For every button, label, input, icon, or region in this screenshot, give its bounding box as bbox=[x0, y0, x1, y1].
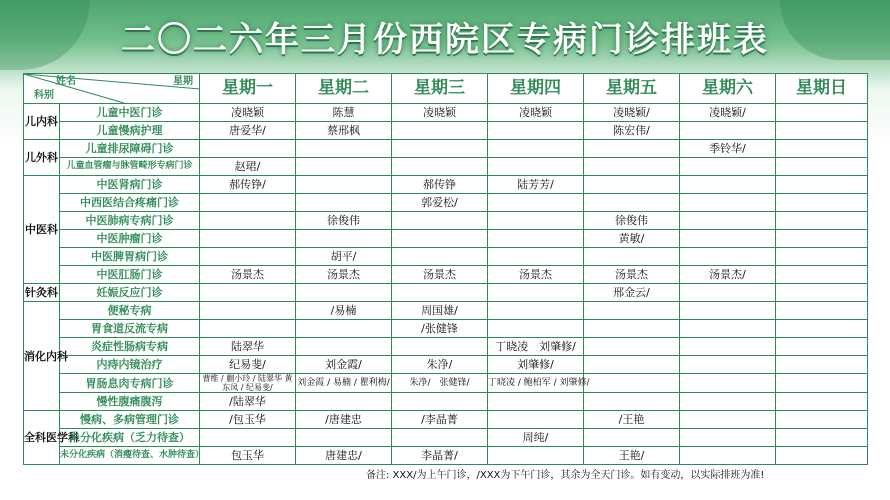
doctor-cell bbox=[488, 248, 584, 266]
doctor-cell bbox=[392, 212, 488, 230]
department-cell: 全科医学科 bbox=[24, 411, 60, 465]
doctor-cell: 汤景杰 bbox=[488, 266, 584, 284]
doctor-cell: /张健锋 bbox=[392, 320, 488, 338]
doctor-cell bbox=[776, 104, 868, 122]
clinic-name: 炎症性肠病专病 bbox=[60, 338, 200, 356]
doctor-cell bbox=[488, 122, 584, 140]
clinic-name: 中医肾病门诊 bbox=[60, 176, 200, 194]
doctor-cell bbox=[584, 429, 680, 447]
doctor-cell bbox=[488, 158, 584, 176]
doctor-cell bbox=[296, 158, 392, 176]
doctor-cell bbox=[392, 284, 488, 302]
clinic-name: 中医肺病专病门诊 bbox=[60, 212, 200, 230]
doctor-cell bbox=[488, 284, 584, 302]
doctor-cell bbox=[392, 338, 488, 356]
clinic-name: 胃食道反流专病 bbox=[60, 320, 200, 338]
schedule-row bbox=[24, 320, 868, 338]
doctor-cell bbox=[392, 140, 488, 158]
doctor-cell: 郝传铮 bbox=[392, 176, 488, 194]
schedule-row bbox=[24, 284, 868, 302]
doctor-cell bbox=[776, 374, 868, 393]
corner-cell bbox=[24, 74, 200, 104]
doctor-cell bbox=[776, 302, 868, 320]
schedule-table bbox=[23, 73, 868, 465]
doctor-cell: 汤景杰 bbox=[392, 266, 488, 284]
schedule-row bbox=[24, 140, 868, 158]
corner-name-label: 姓名 bbox=[56, 76, 76, 87]
day-header: 星期日 bbox=[776, 74, 868, 104]
doctor-cell: 丁晓凌 刘肇修/ bbox=[488, 338, 584, 356]
doctor-cell bbox=[392, 393, 488, 411]
doctor-cell: 郭爱松/ bbox=[392, 194, 488, 212]
schedule-row bbox=[24, 158, 868, 176]
department-cell: 消化内科 bbox=[24, 302, 60, 411]
clinic-name: 便秘专病 bbox=[60, 302, 200, 320]
doctor-cell: 唐爱华/ bbox=[200, 122, 296, 140]
doctor-cell: 凌晓颖/ bbox=[584, 104, 680, 122]
doctor-cell bbox=[680, 338, 776, 356]
doctor-cell: 凌晓颖 bbox=[488, 104, 584, 122]
doctor-cell bbox=[776, 447, 868, 465]
doctor-cell: 邢金云/ bbox=[584, 284, 680, 302]
doctor-cell: 汤景杰/ bbox=[680, 266, 776, 284]
footer-note: 备注: XXX/为上午门诊，/XXX为下午门诊，其余为全天门诊。如有变动，以实际排班为准! bbox=[366, 470, 765, 481]
doctor-cell bbox=[488, 302, 584, 320]
doctor-cell: 郝传铮/ bbox=[200, 176, 296, 194]
doctor-cell bbox=[680, 212, 776, 230]
page-title: 二〇二六年三月份西院区专病门诊排班表 bbox=[121, 20, 769, 60]
doctor-cell: 纪易斐/ bbox=[200, 356, 296, 374]
doctor-cell: 胡平/ bbox=[296, 248, 392, 266]
doctor-cell bbox=[488, 447, 584, 465]
clinic-name: 儿童中医门诊 bbox=[60, 104, 200, 122]
doctor-cell bbox=[488, 140, 584, 158]
clinic-name: 未分化疾病（消瘦待查、水肿待查） bbox=[60, 447, 200, 465]
doctor-cell bbox=[776, 411, 868, 429]
doctor-cell bbox=[488, 230, 584, 248]
doctor-cell bbox=[776, 356, 868, 374]
doctor-cell: 陈慧 bbox=[296, 104, 392, 122]
day-header: 星期一 bbox=[200, 74, 296, 104]
doctor-cell bbox=[776, 284, 868, 302]
doctor-cell bbox=[296, 230, 392, 248]
day-header: 星期五 bbox=[584, 74, 680, 104]
doctor-cell bbox=[296, 429, 392, 447]
doctor-cell bbox=[584, 356, 680, 374]
schedule-row bbox=[24, 338, 868, 356]
doctor-cell: 汤景杰 bbox=[584, 266, 680, 284]
doctor-cell bbox=[776, 248, 868, 266]
clinic-name: 妊娠反应门诊 bbox=[60, 284, 200, 302]
schedule-row bbox=[24, 393, 868, 411]
day-header: 星期二 bbox=[296, 74, 392, 104]
department-cell: 儿外科 bbox=[24, 140, 60, 176]
doctor-cell bbox=[584, 393, 680, 411]
doctor-cell bbox=[200, 140, 296, 158]
department-cell: 针灸科 bbox=[24, 284, 60, 302]
schedule-row bbox=[24, 248, 868, 266]
schedule-row bbox=[24, 194, 868, 212]
doctor-cell bbox=[584, 248, 680, 266]
doctor-cell: 包玉华 bbox=[200, 447, 296, 465]
doctor-cell: 丁晓凌 / 鲍柏军 / 刘肇修/ bbox=[488, 374, 584, 393]
clinic-name: 慢病、多病管理门诊 bbox=[60, 411, 200, 429]
clinic-name: 中医脾胃病门诊 bbox=[60, 248, 200, 266]
doctor-cell bbox=[584, 338, 680, 356]
doctor-cell bbox=[680, 447, 776, 465]
header-row bbox=[24, 74, 868, 104]
clinic-name: 未分化疾病（乏力待查） bbox=[60, 429, 200, 447]
doctor-cell bbox=[776, 230, 868, 248]
doctor-cell bbox=[776, 393, 868, 411]
doctor-cell bbox=[776, 158, 868, 176]
doctor-cell bbox=[200, 194, 296, 212]
doctor-cell bbox=[200, 284, 296, 302]
schedule-row bbox=[24, 447, 868, 465]
doctor-cell bbox=[392, 248, 488, 266]
doctor-cell: 刘金霞 / 易楠 / 瞿利梅/ bbox=[296, 374, 392, 393]
doctor-cell bbox=[296, 176, 392, 194]
clinic-name: 儿童慢病护理 bbox=[60, 122, 200, 140]
doctor-cell: /唐建忠 bbox=[296, 411, 392, 429]
doctor-cell bbox=[776, 212, 868, 230]
schedule-row bbox=[24, 176, 868, 194]
schedule-row bbox=[24, 374, 868, 393]
clinic-name: 胃肠息肉专病门诊 bbox=[60, 374, 200, 393]
doctor-cell bbox=[200, 248, 296, 266]
schedule-row bbox=[24, 212, 868, 230]
department-cell: 儿内科 bbox=[24, 104, 60, 140]
doctor-cell: 赵珺/ bbox=[200, 158, 296, 176]
doctor-cell bbox=[680, 411, 776, 429]
doctor-cell: 王艳/ bbox=[584, 447, 680, 465]
schedule-row bbox=[24, 302, 868, 320]
doctor-cell: 凌晓颖 bbox=[392, 104, 488, 122]
doctor-cell: 周纯/ bbox=[488, 429, 584, 447]
doctor-cell: 蔡邢枫 bbox=[296, 122, 392, 140]
doctor-cell bbox=[680, 194, 776, 212]
doctor-cell bbox=[392, 122, 488, 140]
department-cell: 中医科 bbox=[24, 176, 60, 284]
schedule-row bbox=[24, 266, 868, 284]
schedule-row bbox=[24, 122, 868, 140]
doctor-cell: 朱净/ 张健锋/ bbox=[392, 374, 488, 393]
schedule-row bbox=[24, 230, 868, 248]
doctor-cell: 季铃华/ bbox=[680, 140, 776, 158]
doctor-cell bbox=[200, 212, 296, 230]
doctor-cell bbox=[392, 158, 488, 176]
doctor-cell bbox=[680, 248, 776, 266]
doctor-cell: 李晶菁/ bbox=[392, 447, 488, 465]
doctor-cell bbox=[488, 393, 584, 411]
doctor-cell bbox=[776, 140, 868, 158]
doctor-cell bbox=[776, 176, 868, 194]
clinic-name: 慢性腹痛腹泻 bbox=[60, 393, 200, 411]
doctor-cell: 凌晓颖/ bbox=[680, 104, 776, 122]
doctor-cell bbox=[584, 374, 680, 393]
doctor-cell bbox=[584, 302, 680, 320]
doctor-cell bbox=[296, 338, 392, 356]
doctor-cell: /李晶菁 bbox=[392, 411, 488, 429]
doctor-cell bbox=[296, 194, 392, 212]
day-header: 星期四 bbox=[488, 74, 584, 104]
clinic-name: 中医肿瘤门诊 bbox=[60, 230, 200, 248]
doctor-cell: /包玉华 bbox=[200, 411, 296, 429]
doctor-cell: 刘金霞/ bbox=[296, 356, 392, 374]
schedule-row bbox=[24, 429, 868, 447]
doctor-cell: 汤景杰 bbox=[200, 266, 296, 284]
doctor-cell bbox=[488, 320, 584, 338]
doctor-cell bbox=[488, 194, 584, 212]
schedule-row bbox=[24, 104, 868, 122]
doctor-cell: 陈宏伟/ bbox=[584, 122, 680, 140]
doctor-cell: 陆翠华 bbox=[200, 338, 296, 356]
doctor-cell bbox=[392, 230, 488, 248]
doctor-cell bbox=[680, 122, 776, 140]
doctor-cell: 朱净/ bbox=[392, 356, 488, 374]
doctor-cell: 陆芳芳/ bbox=[488, 176, 584, 194]
doctor-cell bbox=[680, 302, 776, 320]
clinic-name: 中医肛肠门诊 bbox=[60, 266, 200, 284]
doctor-cell bbox=[680, 230, 776, 248]
doctor-cell bbox=[776, 429, 868, 447]
doctor-cell bbox=[584, 194, 680, 212]
doctor-cell: /陆翠华 bbox=[200, 393, 296, 411]
doctor-cell bbox=[776, 266, 868, 284]
doctor-cell bbox=[776, 194, 868, 212]
doctor-cell: 刘肇修/ bbox=[488, 356, 584, 374]
doctor-cell: 徐俊伟 bbox=[584, 212, 680, 230]
doctor-cell: 唐建忠/ bbox=[296, 447, 392, 465]
doctor-cell bbox=[488, 411, 584, 429]
doctor-cell bbox=[200, 320, 296, 338]
doctor-cell bbox=[680, 284, 776, 302]
doctor-cell bbox=[488, 212, 584, 230]
doctor-cell bbox=[680, 374, 776, 393]
clinic-name: 儿童血管瘤与脉管畸形专病门诊 bbox=[60, 158, 200, 176]
doctor-cell bbox=[584, 320, 680, 338]
doctor-cell bbox=[584, 158, 680, 176]
doctor-cell bbox=[584, 176, 680, 194]
doctor-cell bbox=[296, 393, 392, 411]
doctor-cell bbox=[200, 230, 296, 248]
doctor-cell: 汤景杰 bbox=[296, 266, 392, 284]
doctor-cell bbox=[200, 429, 296, 447]
doctor-cell bbox=[776, 320, 868, 338]
doctor-cell bbox=[680, 320, 776, 338]
doctor-cell bbox=[296, 140, 392, 158]
corner-weekday-label: 星期 bbox=[173, 76, 193, 87]
doctor-cell: 曹维 / 蒯小玲 / 陆翠华 黄东凤 / 纪易斐/ bbox=[200, 374, 296, 393]
doctor-cell bbox=[680, 158, 776, 176]
doctor-cell: 徐俊伟 bbox=[296, 212, 392, 230]
doctor-cell bbox=[776, 122, 868, 140]
corner-dept-label: 科别 bbox=[34, 90, 54, 101]
schedule-row bbox=[24, 411, 868, 429]
doctor-cell: /易楠 bbox=[296, 302, 392, 320]
clinic-name: 儿童排尿障碍门诊 bbox=[60, 140, 200, 158]
schedule-row bbox=[24, 356, 868, 374]
doctor-cell: /王艳 bbox=[584, 411, 680, 429]
doctor-cell bbox=[776, 338, 868, 356]
clinic-name: 中西医结合疼痛门诊 bbox=[60, 194, 200, 212]
clinic-name: 内痔内镜治疗 bbox=[60, 356, 200, 374]
doctor-cell bbox=[584, 140, 680, 158]
doctor-cell bbox=[392, 429, 488, 447]
doctor-cell bbox=[680, 429, 776, 447]
day-header: 星期六 bbox=[680, 74, 776, 104]
doctor-cell bbox=[680, 356, 776, 374]
doctor-cell: 周国雄/ bbox=[392, 302, 488, 320]
doctor-cell bbox=[296, 320, 392, 338]
doctor-cell bbox=[296, 284, 392, 302]
doctor-cell bbox=[680, 393, 776, 411]
doctor-cell bbox=[680, 176, 776, 194]
doctor-cell: 凌晓颖 bbox=[200, 104, 296, 122]
day-header: 星期三 bbox=[392, 74, 488, 104]
doctor-cell: 黄敏/ bbox=[584, 230, 680, 248]
doctor-cell bbox=[200, 302, 296, 320]
